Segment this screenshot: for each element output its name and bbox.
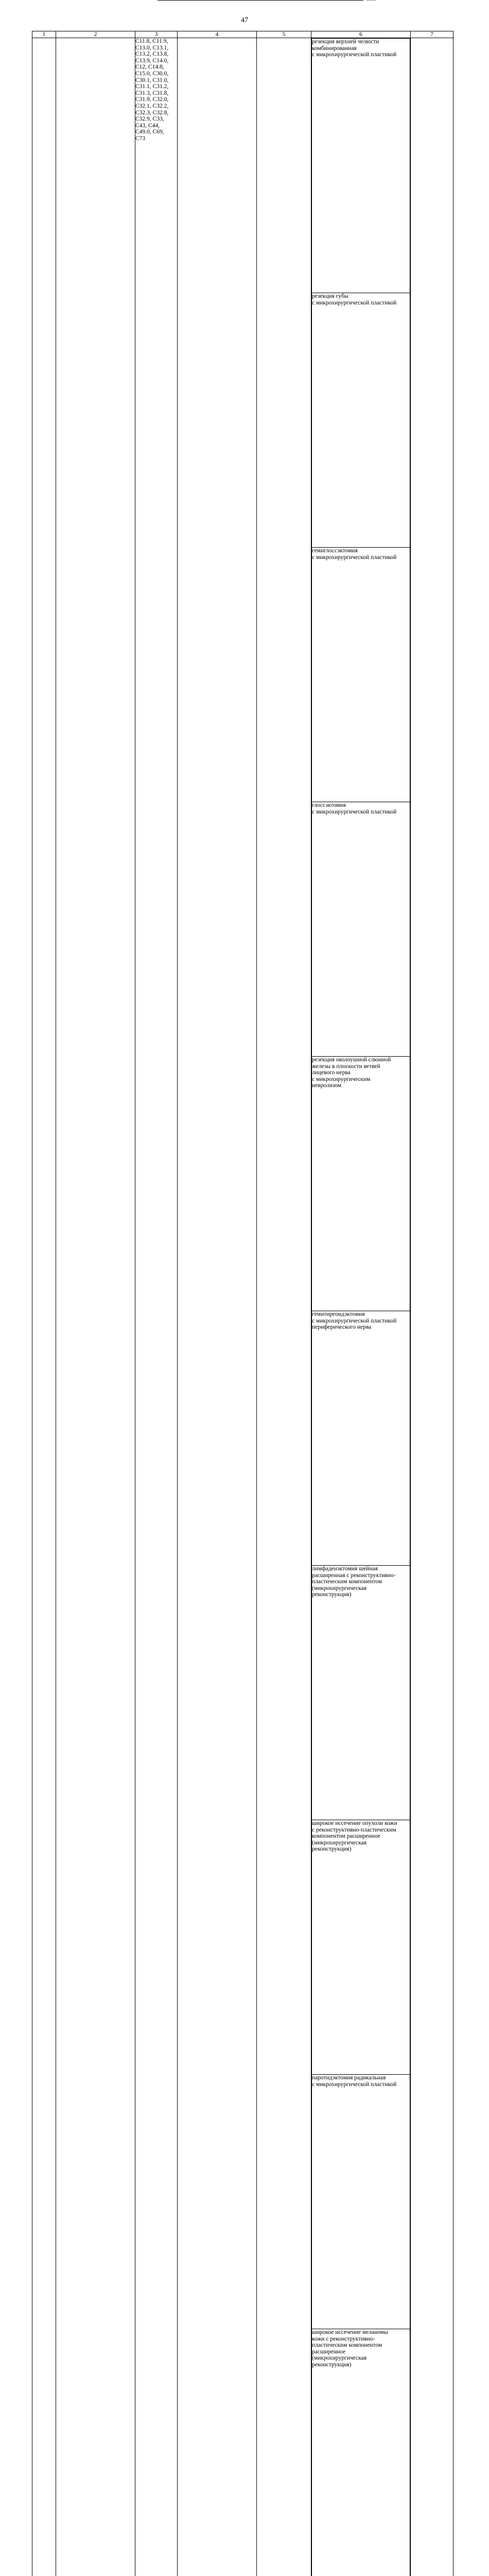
column-header-3: 3 [135,31,178,38]
procedure-item [312,2075,410,2329]
cell-col-5 [257,38,311,2576]
procedure-line: широкое иссечение меланомы [312,2329,410,2336]
procedure-line: гемиглоссэктомия [312,548,410,554]
procedure-row [312,1566,410,1820]
column-header-1: 1 [32,31,56,38]
diagnosis-codes-list [135,38,177,142]
procedure-line: кожи с реконструктивно- [312,2336,410,2343]
procedure-row [312,802,410,1057]
code-line: C32.9, C33, [135,116,177,123]
procedure-line: реконструкция) [312,2362,410,2368]
code-line: C11.8, C11.9, [135,38,177,45]
procedure-item [312,548,410,802]
procedure-line: (микрохирургическая [312,1585,410,1592]
procedure-line: гемитиреоидэктомия [312,1311,410,1318]
column-header-6: 6 [311,31,411,38]
procedure-line: резекция верхней челюсти [312,39,410,45]
procedures-list [311,38,410,2576]
code-line: C13.0, C13.1, [135,45,177,52]
code-line: C13.2, C13.8, [135,51,177,58]
procedure-line: комбинированная [312,45,410,52]
procedure-line: расширенная с реконструктивно- [312,1572,410,1579]
diagnosis-codes-cell [135,38,178,2576]
procedure-item [312,1820,410,2075]
code-line: C13.9, C14.0, [135,58,177,64]
procedure-item [312,802,410,1057]
code-line: C43, C44, [135,123,177,129]
cell-col-1 [32,38,56,2576]
procedure-line: лимфаденэктомия шейная [312,1566,410,1572]
procedure-line: паротидэктомия радикальная [312,2075,410,2081]
code-line: C49.0, C69, [135,129,177,135]
procedure-item [312,39,410,293]
cell-col-2 [56,38,135,2576]
procedure-line: с микрохирургической пластикой [312,300,410,307]
procedure-row [312,293,410,548]
procedure-row [312,1057,410,1311]
procedures-table [32,31,453,2576]
procedure-line: глоссэктомия [312,802,410,809]
code-line: C15.0, C30.0, [135,71,177,77]
code-line: C73 [135,135,177,142]
code-line: C32.3, C32.8, [135,110,177,116]
procedure-item [312,1311,410,1566]
procedure-line: с микрохирургической пластикой [312,554,410,561]
procedure-line: резекция околоушной слюнной [312,1057,410,1063]
procedure-row [312,1311,410,1566]
procedure-row [312,548,410,802]
procedure-line: периферического нерва [312,1324,410,1331]
column-header-5: 5 [257,31,311,38]
header-row [32,31,453,38]
cell-col-4 [178,38,257,2576]
procedure-line: невролизом [312,1082,410,1089]
procedure-line: пластическим компонентом [312,2342,410,2349]
page-number: 47 [0,16,489,25]
code-line: C31.9, C32.0, [135,96,177,103]
procedure-row [312,2075,410,2329]
column-header-7: 7 [411,31,453,38]
column-header-2: 2 [56,31,135,38]
procedure-item [312,293,410,548]
code-line: C30.1, C31.0, [135,77,177,84]
top-rule-tail [366,0,376,1]
column-header-4: 4 [178,31,257,38]
procedure-line: (микрохирургическая [312,1840,410,1846]
procedure-line: с микрохирургическим [312,1076,410,1083]
code-line: C32.1, C32.2, [135,103,177,110]
procedure-item [312,1566,410,1820]
procedure-line: (микрохирургическая [312,2355,410,2362]
cell-col-7 [411,38,453,2576]
procedure-line: лицевого нерва [312,1070,410,1076]
top-rule [158,0,363,1]
code-line: C31.1, C31.2, [135,83,177,90]
procedure-line: компонентом расширенное [312,1833,410,1840]
code-line: C12, C14.8, [135,64,177,71]
procedure-line: реконструкция) [312,1846,410,1853]
procedure-line: резекция губы [312,293,410,300]
procedure-line: с микрохирургической пластикой [312,1318,410,1325]
procedure-line: с микрохирургической пластикой [312,809,410,816]
procedure-line: реконструкция) [312,1591,410,1598]
table-row [32,38,453,2576]
procedure-line: расширенное [312,2349,410,2355]
code-line: C31.3, C31.8, [135,90,177,97]
procedure-item [312,2329,410,2576]
procedure-line: широкое иссечение опухоли кожи [312,1820,410,1827]
procedure-line: железы в плоскости ветвей [312,1063,410,1070]
procedures-cell [311,38,411,2576]
procedure-line: с микрохирургической пластикой [312,2081,410,2088]
procedure-line: пластическим компонентом [312,1579,410,1585]
procedure-row [312,39,410,293]
procedure-line: с микрохирургической пластикой [312,52,410,58]
procedure-row [312,2329,410,2576]
procedure-line: с реконструктивно-пластическим [312,1827,410,1834]
procedure-row [312,1820,410,2075]
procedure-item [312,1057,410,1311]
